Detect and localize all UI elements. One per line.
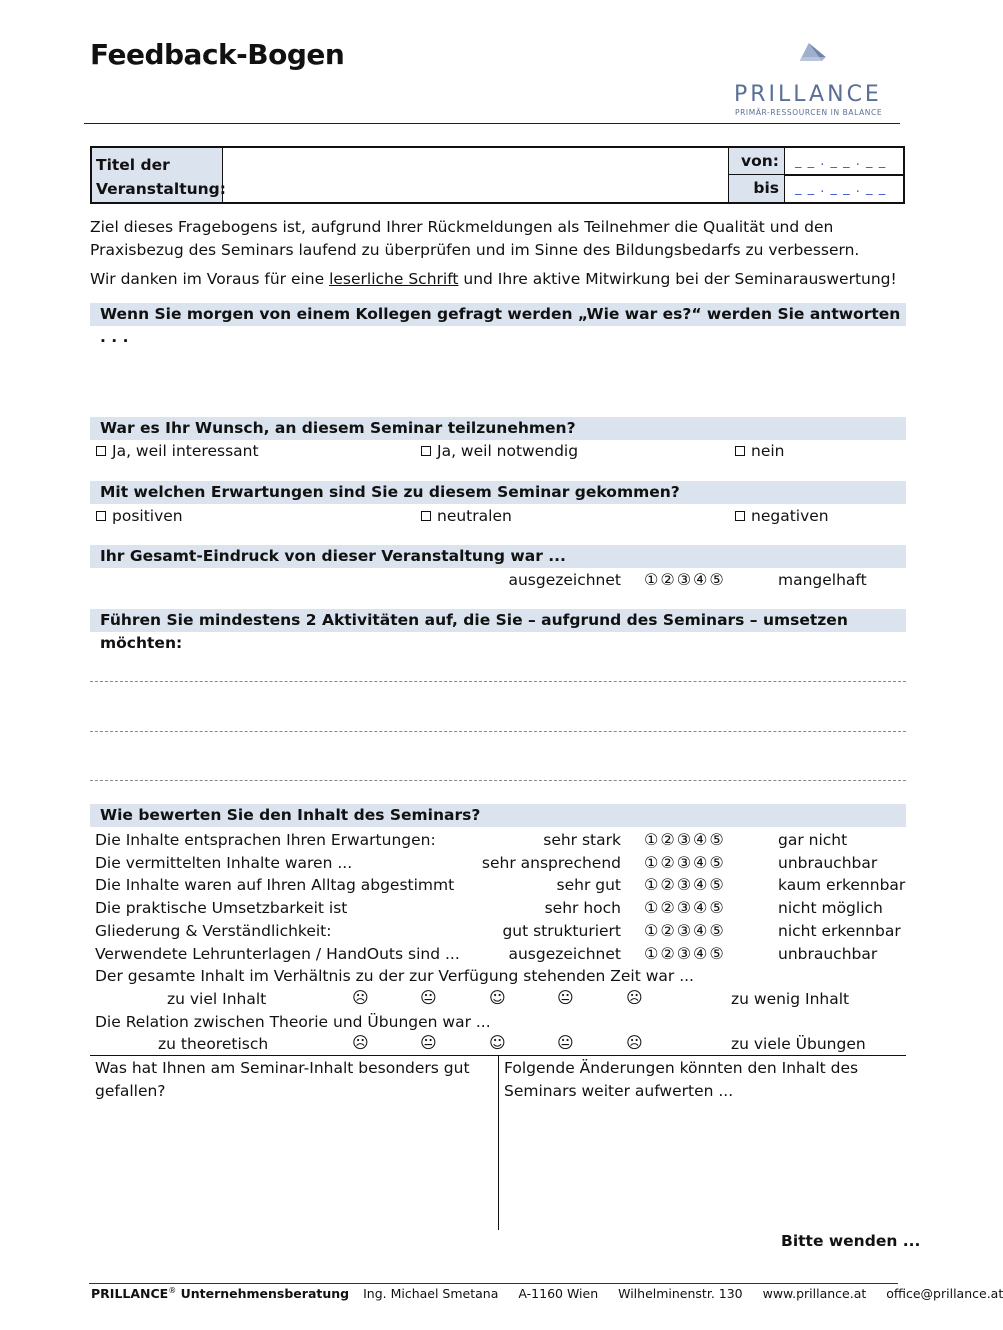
q6-row-5-scale[interactable]: ①②③④⑤	[644, 921, 726, 940]
q6-row-1-label: Die Inhalte entsprachen Ihren Erwartungen:	[95, 831, 436, 849]
turn-page-note: Bitte wenden ...	[781, 1232, 921, 1250]
footer-person: Ing. Michael Smetana	[363, 1286, 499, 1302]
q6-row-6-low: ausgezeichnet	[508, 945, 621, 963]
section-q4-heading: Ihr Gesamt-Eindruck von dieser Veranstaltung war ...	[90, 545, 906, 568]
q6-relation-high: zu viele Übungen	[731, 1035, 866, 1053]
checkbox-icon[interactable]	[421, 511, 431, 521]
q7-right-heading: Folgende Änderungen könnten den Inhalt des Seminars weiter aufwerten ...	[504, 1059, 859, 1100]
sad-face-icon[interactable]: ☹	[626, 1033, 643, 1052]
q4-high-label: mangelhaft	[778, 571, 867, 589]
q6-relation-question: Die Relation zwischen Theorie und Übungen war ...	[95, 1013, 491, 1031]
neutral-face-icon[interactable]: 😐	[420, 988, 437, 1007]
footer-email-link[interactable]: office@prillance.at	[886, 1286, 1003, 1302]
q6-row-3-scale[interactable]: ①②③④⑤	[644, 875, 726, 894]
page-title: Feedback-Bogen	[90, 38, 345, 71]
section-q6-heading: Wie bewerten Sie den Inhalt des Seminars?	[90, 804, 906, 827]
event-title-field[interactable]	[223, 148, 728, 202]
to-date-field[interactable]: _ _ . _ _ . _ _	[795, 181, 887, 196]
q6-time-question: Der gesamte Inhalt im Verhältnis zu der zur Verfügung stehenden Zeit war ...	[95, 967, 694, 985]
q6-row-2-low: sehr ansprechend	[481, 854, 621, 872]
q6-time-high: zu wenig Inhalt	[731, 990, 850, 1008]
q2-option-1[interactable]: Ja, weil interessant	[96, 440, 259, 462]
neutral-face-icon[interactable]: 😐	[557, 988, 574, 1007]
q7-right-answer-area[interactable]	[501, 1105, 905, 1225]
event-table	[90, 146, 905, 204]
q6-row-4-low: sehr hoch	[544, 899, 621, 917]
q6-row-1-high: gar nicht	[778, 831, 848, 849]
section-q3-heading: Mit welchen Erwartungen sind Sie zu diesem Seminar gekommen?	[90, 481, 906, 504]
q6-row-4-scale[interactable]: ①②③④⑤	[644, 898, 726, 917]
answer-line[interactable]	[90, 731, 906, 732]
section-q5-heading: Führen Sie mindestens 2 Aktivitäten auf, die Sie – aufgrund des Seminars – umsetzen möchten:	[90, 609, 906, 632]
q6-row-3-label: Die Inhalte waren auf Ihren Alltag abgestimmt	[95, 876, 455, 894]
q6-row-6-label: Verwendete Lehrunterlagen / HandOuts sind ...	[95, 945, 460, 963]
q6-row-2-label: Die vermittelten Inhalte waren ...	[95, 854, 353, 872]
q6-time-low: zu viel Inhalt	[167, 990, 267, 1008]
q6-row-5-label: Gliederung & Verständlichkeit:	[95, 922, 332, 940]
q6-row-2-scale[interactable]: ①②③④⑤	[644, 853, 726, 872]
section-q2-heading: War es Ihr Wunsch, an diesem Seminar teilzunehmen?	[90, 417, 906, 440]
neutral-face-icon[interactable]: 😐	[557, 1033, 574, 1052]
to-label: bis	[728, 175, 785, 202]
answer-line[interactable]	[90, 780, 906, 781]
q7-left-answer-area[interactable]	[90, 1105, 496, 1225]
q6-row-1-low: sehr stark	[543, 831, 621, 849]
logo-tagline: PRIMÄR-RESSOURCEN IN BALANCE	[735, 108, 883, 117]
footer-company: PRILLANCE® Unternehmensberatung	[91, 1286, 350, 1302]
footer	[91, 1286, 1003, 1301]
checkbox-icon[interactable]	[735, 446, 745, 456]
answer-line[interactable]	[90, 681, 906, 682]
intro-paragraph: Ziel dieses Fragebogens ist, aufgrund Ihrer Rückmeldungen als Teilnehmer die Qualität und den Praxisbezug des Seminars laufend zu überprüfen und im Sinne des Bildungsbedarfs zu verbessern.	[90, 218, 860, 259]
sad-face-icon[interactable]: ☹	[352, 988, 369, 1007]
q6-row-1-scale[interactable]: ①②③④⑤	[644, 830, 726, 849]
footer-street: Wilhelminenstr. 130	[618, 1286, 743, 1302]
footer-city: A-1160 Wien	[518, 1286, 599, 1302]
checkbox-icon[interactable]	[96, 446, 106, 456]
checkbox-icon[interactable]	[421, 446, 431, 456]
q3-option-2[interactable]: neutralen	[421, 505, 512, 527]
event-title-label: Titel der Veranstaltung:	[92, 148, 223, 202]
logo-text: PRILLANCE	[734, 82, 882, 107]
checkbox-icon[interactable]	[96, 511, 106, 521]
q1-answer-area[interactable]	[90, 328, 906, 412]
happy-face-icon[interactable]: ☺	[489, 1033, 506, 1052]
from-date-field[interactable]: _ _ . _ _ . _ _	[795, 154, 887, 169]
q6-row-5-low: gut strukturiert	[502, 922, 621, 940]
q6-row-4-high: nicht möglich	[778, 899, 883, 917]
prillance-logo-icon	[734, 42, 889, 82]
from-label: von:	[728, 148, 785, 175]
q3-option-3[interactable]: negativen	[735, 505, 829, 527]
sad-face-icon[interactable]: ☹	[352, 1033, 369, 1052]
section-q1-heading: Wenn Sie morgen von einem Kollegen gefragt werden „Wie war es?“ werden Sie antworten . . .	[90, 303, 906, 326]
intro-thanks: Wir danken im Voraus für eine leserliche Schrift und Ihre aktive Mitwirkung bei der Seminarauswertung!	[90, 270, 897, 288]
neutral-face-icon[interactable]: 😐	[420, 1033, 437, 1052]
footer-website-link[interactable]: www.prillance.at	[762, 1286, 867, 1302]
q6-row-6-high: unbrauchbar	[778, 945, 878, 963]
footer-rule	[89, 1283, 898, 1284]
q6-row-5-high: nicht erkennbar	[778, 922, 901, 940]
q7-left-heading: Was hat Ihnen am Seminar-Inhalt besonders gut gefallen?	[95, 1059, 470, 1100]
q7-column-divider	[498, 1055, 499, 1230]
q6-row-3-high: kaum erkennbar	[778, 876, 906, 894]
q4-rating-scale[interactable]: ①②③④⑤	[644, 570, 726, 589]
q6-relation-low: zu theoretisch	[158, 1035, 269, 1053]
sad-face-icon[interactable]: ☹	[626, 988, 643, 1007]
q6-row-2-high: unbrauchbar	[778, 854, 878, 872]
q6-row-4-label: Die praktische Umsetzbarkeit ist	[95, 899, 348, 917]
happy-face-icon[interactable]: ☺	[489, 988, 506, 1007]
q4-low-label: ausgezeichnet	[508, 571, 621, 589]
q6-row-6-scale[interactable]: ①②③④⑤	[644, 944, 726, 963]
q2-option-2[interactable]: Ja, weil notwendig	[421, 440, 578, 462]
checkbox-icon[interactable]	[735, 511, 745, 521]
header-rule	[84, 123, 900, 124]
q6-row-3-low: sehr gut	[556, 876, 621, 894]
q2-option-3[interactable]: nein	[735, 440, 785, 462]
q3-option-1[interactable]: positiven	[96, 505, 183, 527]
